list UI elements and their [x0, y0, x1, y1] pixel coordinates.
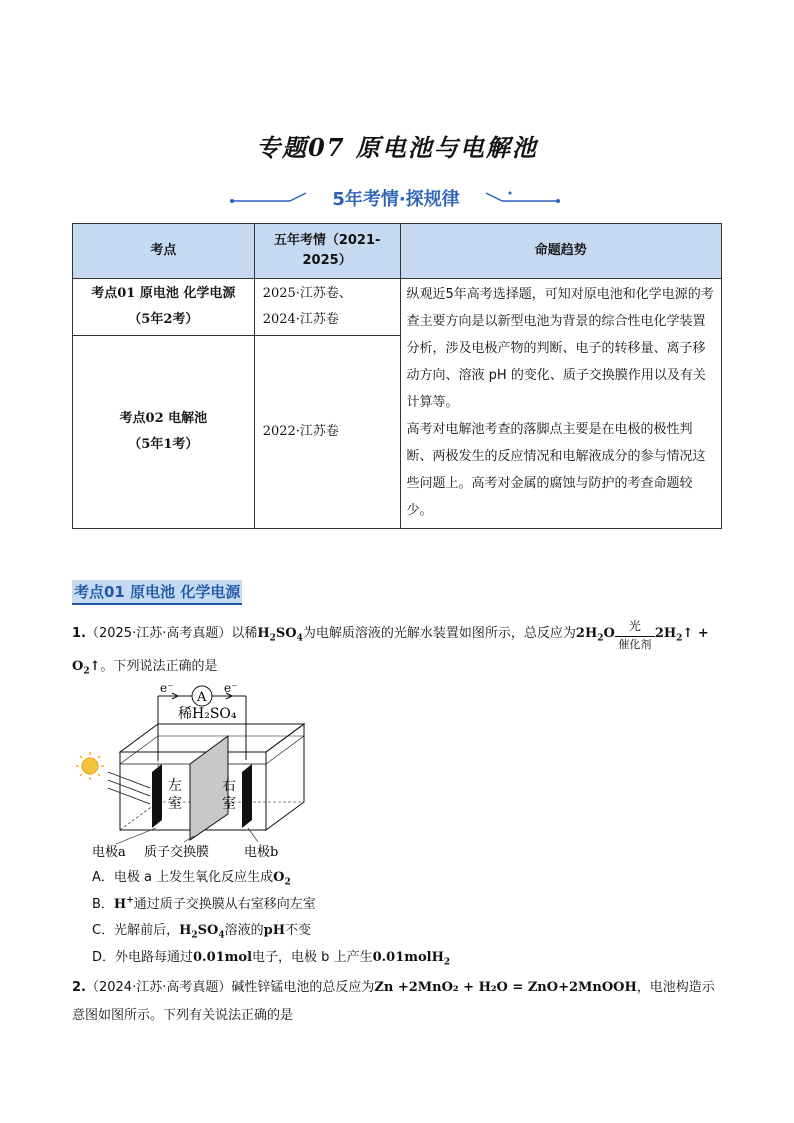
right-chamber-label-2: 室: [222, 796, 236, 812]
year-item: 2025·江苏卷、: [262, 286, 352, 302]
option-c[interactable]: C．光解前后，$H_2SO_4$溶液的pH不变: [92, 923, 312, 941]
electrode-a: [152, 764, 162, 828]
option-b[interactable]: B．H+通过质子交换膜从右室移向左室: [92, 895, 316, 912]
electrolyte-label: 稀H₂SO₄: [178, 706, 237, 722]
banner-title: 5年考情·探规律: [332, 189, 460, 210]
question-number: 2.: [72, 980, 86, 995]
electrode-a-label: 电极a: [92, 845, 126, 860]
header-trend: 命题趋势: [400, 224, 721, 279]
section-banner: [228, 183, 564, 211]
left-chamber-label-2: 室: [168, 796, 182, 812]
left-chamber-label-1: 左: [168, 778, 182, 794]
page-title: 专题07 原电池与电解池: [256, 133, 538, 162]
header-point: 考点: [73, 224, 255, 279]
electrode-b-label: 电极b: [244, 845, 279, 860]
exam-overview-table: [72, 223, 722, 529]
header-years: 五年考情（2021-2025）: [254, 224, 400, 279]
ammeter-label: A: [197, 690, 207, 705]
year-item: 2022·江苏卷: [262, 424, 339, 440]
electron-left-label: e⁻: [160, 681, 174, 695]
question-source: （2025·江苏·高考真题）: [85, 626, 232, 641]
trend-paragraph-1: 纵观近5年高考选择题，可知对原电池和化学电源的考查主要方向是以新型电池为背景的综合性电化学装置分析，涉及电极产物的判断、电子的转移量、离子移动方向、溶液 pH 的变化、质子交换膜作用以及有关计算等。: [406, 287, 714, 410]
formula-reaction: $2H_2O$ 光 催化剂 $2H_2↑$ + $O_2↑$: [72, 626, 709, 674]
question-2-stem: 2.（2024·江苏·高考真题）碱性锌锰电池的总反应为Zn +2MnO₂ + H₂O = ZnO+2MnOOH，电池构造示意图如图所示。下列有关说法正确的是: [72, 980, 715, 1023]
question-1-stem: 1.（2025·江苏·高考真题）以稀$H_2SO_4$为电解质溶液的光解水装置如图所示，总反应为$2H_2O$ 光 催化剂 $2H_2↑$ + $O_2↑$。下列说法正确的是: [72, 620, 722, 685]
membrane-label: 质子交换膜: [144, 845, 210, 860]
point-cell-2: [73, 336, 255, 529]
electrode-b: [242, 764, 252, 828]
section-heading: 考点01 原电池 化学电源: [72, 580, 242, 605]
formula-h2so4: $H_2SO_4$: [257, 626, 303, 644]
electrolysis-apparatus-figure: [72, 680, 312, 860]
trend-paragraph-2: 高考对电解池考查的落脚点主要是在电极的极性判断、两极发生的反应情况和电解液成分的参与情况这些问题上。高考对金属的腐蚀与防护的考查命题较少。: [406, 422, 706, 518]
point-name-1: 考点01 原电池 化学电源: [91, 286, 236, 302]
question-source: （2024·江苏·高考真题）: [85, 980, 232, 995]
years-cell-2: [254, 336, 400, 529]
formula-equation: Zn +2MnO₂ + H₂O = ZnO+2MnOOH: [374, 980, 637, 995]
sun-icon: [76, 752, 104, 780]
option-d[interactable]: D．外电路每通过0.01mol电子，电极 b 上产生0.01molH$_2$: [92, 950, 451, 968]
reaction-condition-bottom: 催化剂: [618, 638, 652, 651]
years-cell-1: [254, 279, 400, 336]
option-a[interactable]: A．电极 a 上发生氧化反应生成$O_2$: [92, 870, 291, 888]
question-number: 1.: [72, 626, 86, 641]
year-item: 2024·江苏卷: [262, 312, 339, 328]
reaction-condition-top: 光: [628, 619, 641, 633]
right-chamber-label-1: 右: [222, 778, 236, 794]
point-count-1: （5年2考）: [128, 312, 199, 328]
electron-right-label: e⁻: [224, 681, 238, 695]
trend-cell: [400, 279, 721, 529]
point-name-2: 考点02 电解池: [119, 411, 208, 427]
point-count-2: （5年1考）: [128, 437, 199, 453]
point-cell-1: [73, 279, 255, 336]
